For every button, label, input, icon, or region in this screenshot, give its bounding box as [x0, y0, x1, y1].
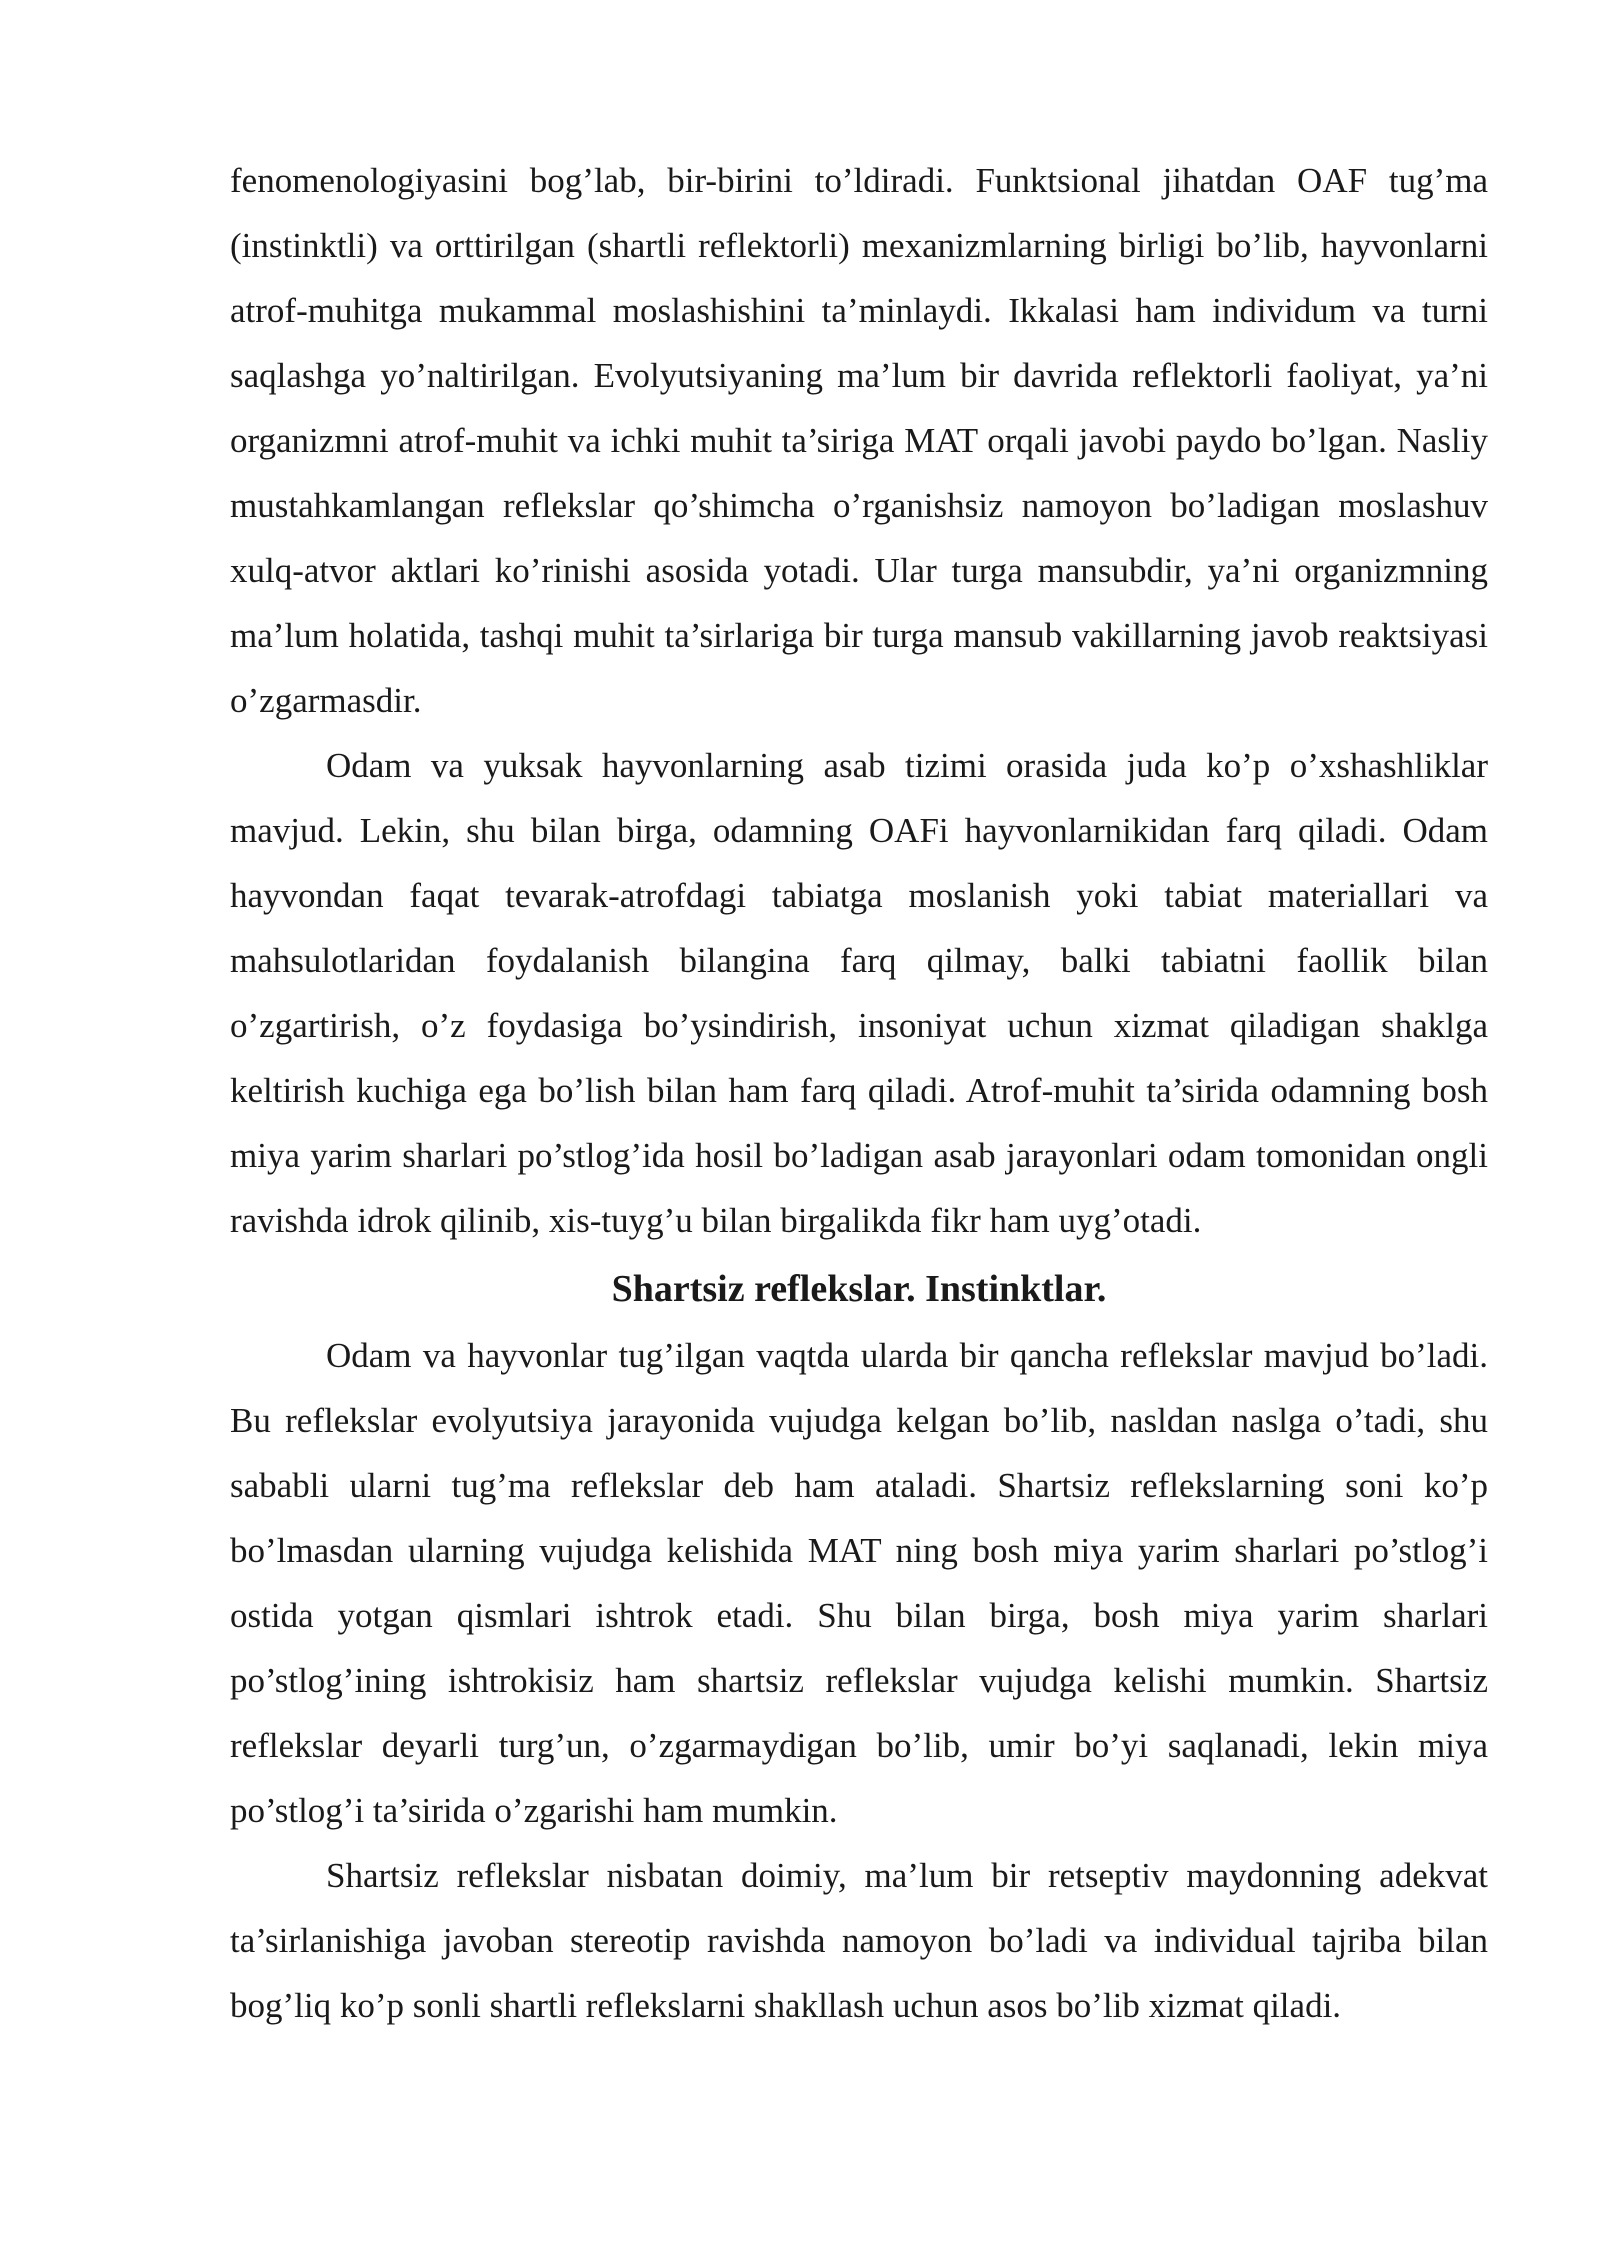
section-heading: Shartsiz reflekslar. Instinktlar. [611, 1268, 1107, 1310]
paragraph-reflex-mechanisms: fenomenologiyasini bog’lab, bir-birini to’ldiradi. Funktsional jihatdan OAF tug’ma (instinktli) va orttirilgan (shartli reflektorli) mexanizmlarning birligi bo’lib, hayvonlarni atrof-muhitga mukammal moslashishini ta’minlaydi. Ikkalasi ham individum va turni saqlashga yo’naltirilgan. Evolyutsiyaning ma’lum bir davrida reflektorli faoliyat, ya’ni organizmni atrof-muhit va ichki muhit ta’siriga MAT orqali javobi paydo bo’lgan. Nasliy mustahkamlangan reflekslar qo’shimcha o’rganishsiz namoyon bo’ladigan moslashuv xulq-atvor aktlari ko’rinishi asosida yotadi. Ular turga mansubdir, ya’ni organizmning ma’lum holatida, tashqi muhit ta’sirlariga bir turga mansub vakillarning javob reaktsiyasi o’zgarmasdir. [230, 161, 1488, 720]
paragraph-human-vs-animal: Odam va yuksak hayvonlarning asab tizimi orasida juda ko’p o’xshashliklar mavjud. Lekin, shu bilan birga, odamning OAFi hayvonlarnikidan farq qiladi. Odam hayvondan faqat tevarak-atrofdagi tabiatga moslanish yoki tabiat materiallari va mahsulotlaridan foydalanish bilangina farq qilmay, balki tabiatni faollik bilan o’zgartirish, o’z foydasiga bo’ysindirish, insoniyat uchun xizmat qiladigan shaklga keltirish kuchiga ega bo’lish bilan ham farq qiladi. Atrof-muhit ta’sirida odamning bosh miya yarim sharlari po’stlog’ida hosil bo’ladigan asab jarayonlari odam tomonidan ongli ravishda idrok qilinib, xis-tuyg’u bilan birgalikda fikr ham uyg’otadi. [230, 746, 1488, 1240]
paragraph-innate-reflexes: Odam va hayvonlar tug’ilgan vaqtda ularda bir qancha reflekslar mavjud bo’ladi. Bu reflekslar evolyutsiya jarayonida vujudga kelgan bo’lib, nasldan naslga o’tadi, shu sababli ularni tug’ma reflekslar deb ham ataladi. Shartsiz reflekslarning soni ko’p bo’lmasdan ularning vujudga kelishida MAT ning bosh miya yarim sharlari po’stlog’i ostida yotgan qismlari ishtrok etadi. Shu bilan birga, bosh miya yarim sharlari po’stlog’ining ishtrokisiz ham shartsiz reflekslar vujudga kelishi mumkin. Shartsiz reflekslar deyarli turg’un, o’zgarmaydigan bo’lib, umir bo’yi saqlanadi, lekin miya po’stlog’i ta’sirida o’zgarishi ham mumkin. [230, 1336, 1488, 1830]
document-page [230, 148, 1488, 2038]
paragraph-unconditioned-reflexes: Shartsiz reflekslar nisbatan doimiy, ma’lum bir retseptiv maydonning adekvat ta’sirlanishiga javoban stereotip ravishda namoyon bo’ladi va individual tajriba bilan bog’liq ko’p sonli shartli reflekslarni shakllash uchun asos bo’lib xizmat qiladi. [230, 1856, 1488, 2025]
